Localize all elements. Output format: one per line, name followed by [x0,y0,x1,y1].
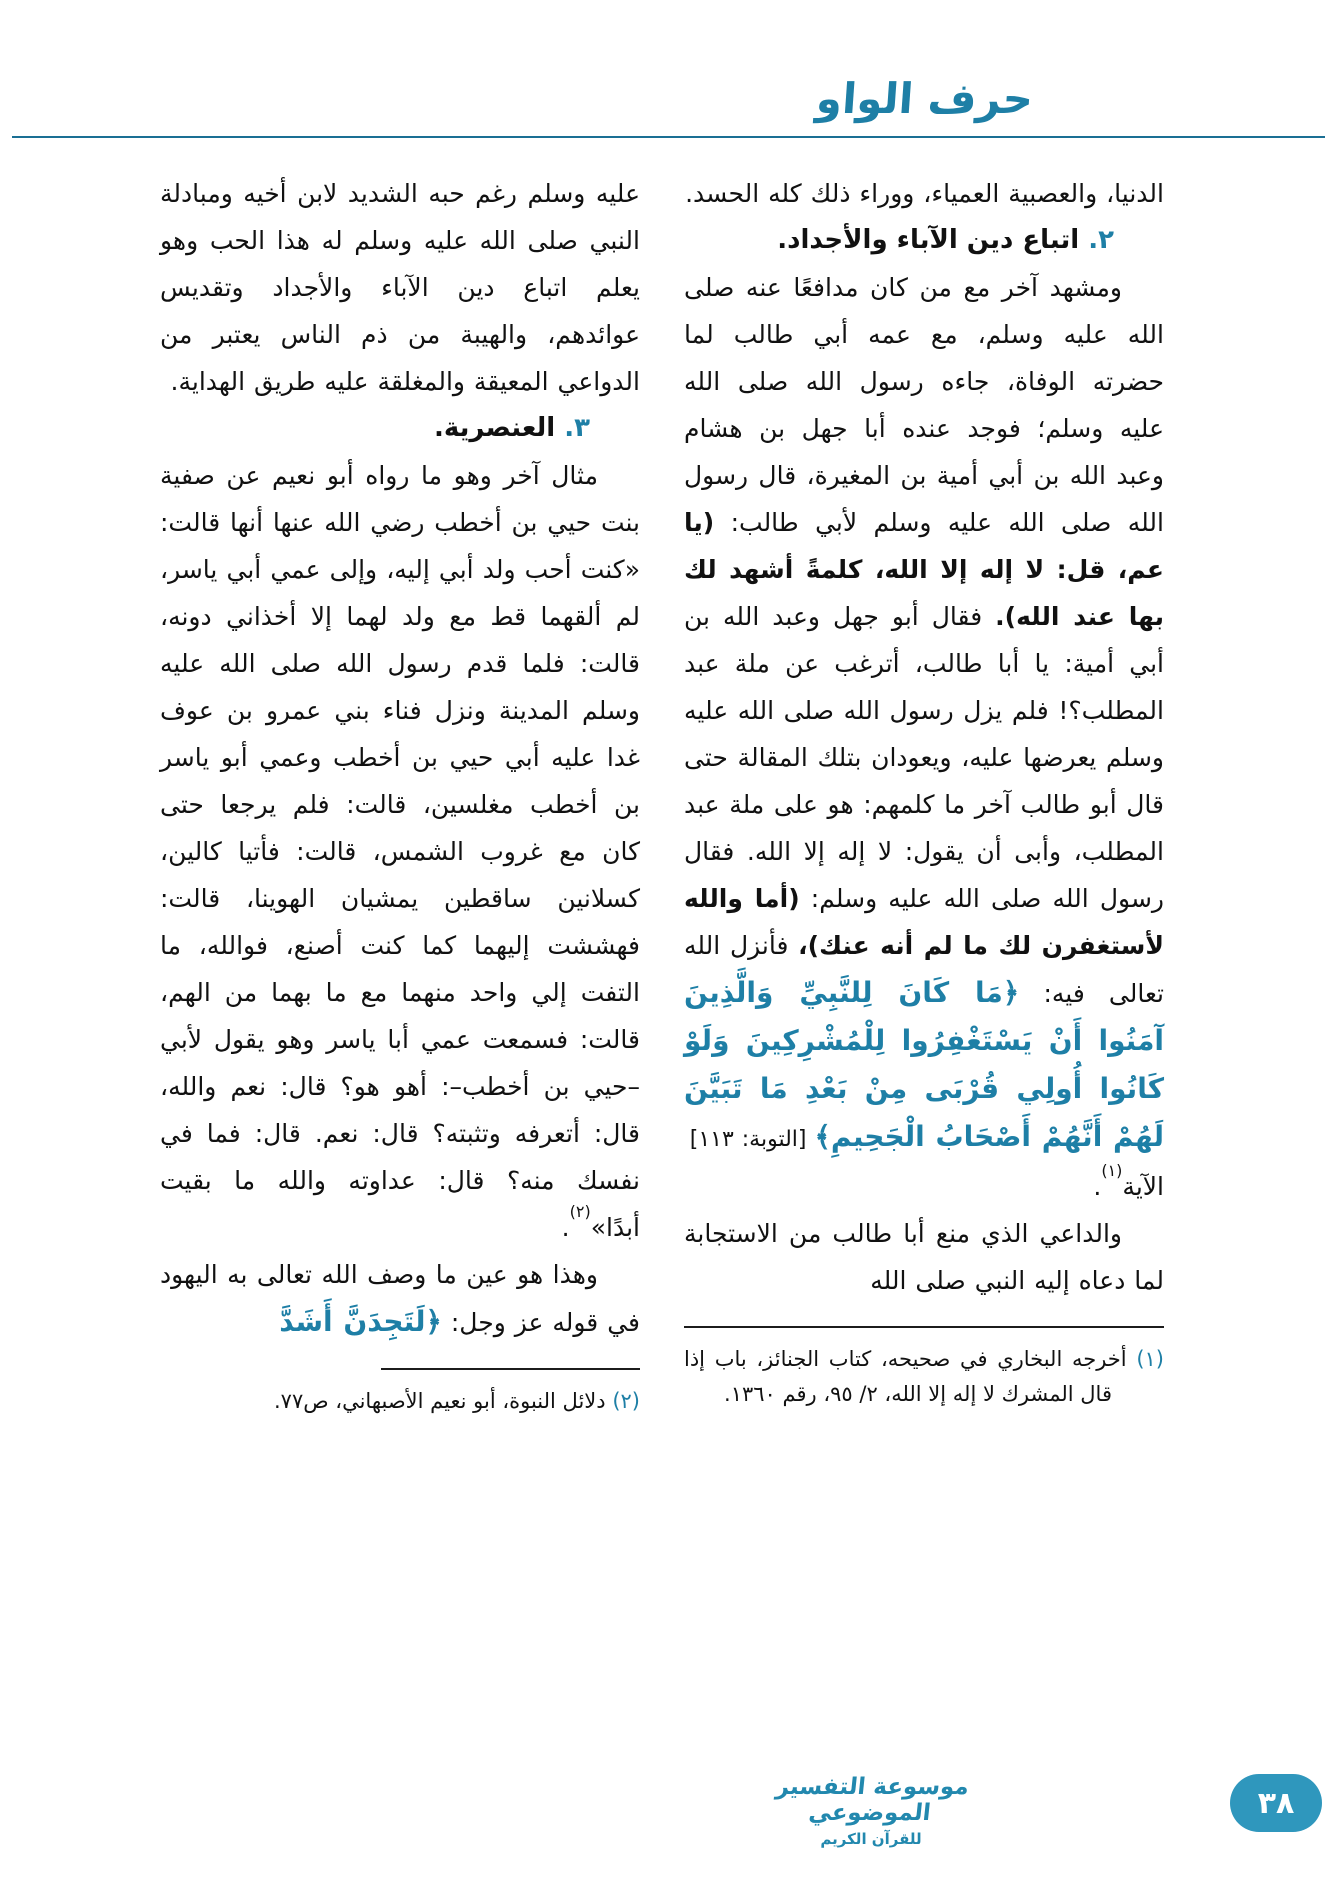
paragraph-continuation [161,170,641,405]
footnote-ref-2: (٢) [570,1201,592,1221]
paragraph-text: الآية [1123,1172,1165,1201]
hadith-quote: (أما والله لأستغفرن لك ما لم أنه عنك)، [685,884,1166,960]
footnote-number: (٢) [613,1389,641,1413]
footnote-text: دلائل النبوة، أبو نعيم الأصبهاني، ص٧٧. [274,1389,607,1413]
section-number: ٢. [1089,225,1115,255]
paragraph-abu-talib [685,264,1165,1163]
quran-verse: ﴿مَا كَانَ لِلنَّبِيِّ وَالَّذِينَ آمَنُوا أَنْ يَسْتَغْفِرُوا لِلْمُشْرِكِينَ وَلَوْ كَانُوا أُولِي قُرْبَى مِنْ بَعْدِ مَا تَبَيَّنَ لَهُمْ أَنَّهُمْ أَصْحَابُ الْجَحِيمِ﴾ [685,976,1165,1153]
verse-tail-line [685,1160,1165,1210]
section-heading-2 [685,217,1165,264]
paragraph-text: الدنيا، والعصبية العمياء، ووراء ذلك كله الحسد. [686,179,1165,208]
page-header [0,0,1339,138]
page-number: ٣٨ [1258,1785,1296,1821]
text-columns [0,138,1339,1419]
footnote-number: (١) [1137,1347,1165,1371]
publisher-logo [757,1774,987,1848]
chapter-title: حرف الواو [815,74,1036,123]
hadith-quote: (يا عم، قل: لا إله إلا الله، كلمةً أشهد لك بها عند الله). [685,508,1165,631]
paragraph-closing [161,1251,641,1346]
quran-verse-fragment: ﴿لَتَجِدَنَّ أَشَدَّ [280,1305,443,1338]
paragraph-text: فقال أبو جهل وعبد الله بن أبي أمية: يا أبا طالب، أترغب عن ملة عبد المطلب؟! فلم يزل رسول الله صلى الله عليه وسلم يعرضها عليه، ويعودان بتلك المقالة حتى قال أبو طالب آخر ما كلمهم: هو على ملة عبد المطلب، وأبى أن يقول: لا إله إلا الله. فقال رسول الله صلى الله عليه وسلم: [685,602,1165,913]
footnote-block-left [161,1368,641,1419]
section-number: ٣. [565,413,591,443]
paragraph-text: . [1094,1172,1103,1201]
paragraph-text: وهذا هو عين ما وصف الله تعالى به اليهود في قوله عز وجل: [161,1260,641,1337]
page-number-badge [1231,1774,1323,1832]
paragraph-text: عليه وسلم رغم حبه الشديد لابن أخيه ومبادلة النبي صلى الله عليه وسلم له هذا الحب وهو يعلم اتباع دين الآباء والأجداد وتقديس عوائدهم، والهيبة من ذم الناس يعتبر من الدواعي المعيقة والمغلقة عليه طريق الهداية. [161,179,641,396]
publisher-logo-title: موسوعة التفسير الموضوعي [775,1773,972,1827]
right-column [685,170,1165,1412]
footnote-separator [685,1326,1165,1328]
footnote-text: أخرجه البخاري في صحيحه، كتاب الجنائز، باب إذا قال المشرك لا إله إلا الله، ٢/ ٩٥، رقم ١٣٦٠. [685,1347,1128,1406]
paragraph-continuation [685,170,1165,217]
paragraph-text: ومشهد آخر مع من كان مدافعًا عنه صلى الله عليه وسلم، مع عمه أبي طالب لما حضرته الوفاة، جاءه رسول الله صلى الله عليه وسلم؛ فوجد عنده أبا جهل بن هشام وعبد الله بن أبي أمية بن المغيرة، قال رسول الله صلى الله عليه وسلم لأبي طالب: [685,273,1165,537]
publisher-logo-subtitle: للقرآن الكريم [821,1829,923,1848]
paragraph-text: فأنزل الله تعالى فيه: [685,931,1165,1008]
footnote-separator [382,1368,641,1370]
footnote-ref-1: (١) [1102,1160,1124,1180]
paragraph-motive [685,1210,1165,1304]
paragraph-text: . [562,1213,571,1242]
left-column [161,170,641,1419]
verse-reference: [التوبة: ١١٣] [690,1127,816,1152]
paragraph-text: مثال آخر وهو ما رواه أبو نعيم عن صفية بنت حيي بن أخطب رضي الله عنها أنها قالت: «كنت أحب ولد أبي إليه، وإلى عمي أبي ياسر، لم ألقهما قط مع ولد لهما إلا أخذاني دونه، قالت: فلما قدم رسول الله صلى الله عليه وسلم المدينة ونزل فناء بني عمرو بن عوف غدا عليه أبي حيي بن أخطب وعمي أبو ياسر بن أخطب مغلسين، قالت: فلم يرجعا حتى كان مع غروب الشمس، قالت: فأتيا كالين، كسلانين ساقطين يمشيان الهوينا، قالت: فهششت إليهما كما كنت أصنع، فوالله، ما التفت إلي واحد منهما مع ما بهما من الهم، قالت: فسمعت عمي أبا ياسر وهو يقول لأبي –حيي بن أخطب–: أهو هو؟ قال: نعم والله، قال: أتعرفه وتثبته؟ قال: نعم. قال: فما في نفسك منه؟ قال: عداوته والله ما بقيت أبدًا» [161,461,641,1242]
footnote-block-right [685,1326,1165,1412]
section-heading-text: العنصرية. [435,413,557,443]
section-heading-text: اتباع دين الآباء والأجداد. [778,225,1081,255]
section-heading-3 [161,405,641,452]
paragraph-text: والداعي الذي منع أبا طالب من الاستجابة لما دعاه إليه النبي صلى الله [685,1219,1165,1295]
footnote-1 [685,1342,1165,1412]
footnote-2 [161,1384,641,1419]
paragraph-safiyya-story [161,452,641,1251]
